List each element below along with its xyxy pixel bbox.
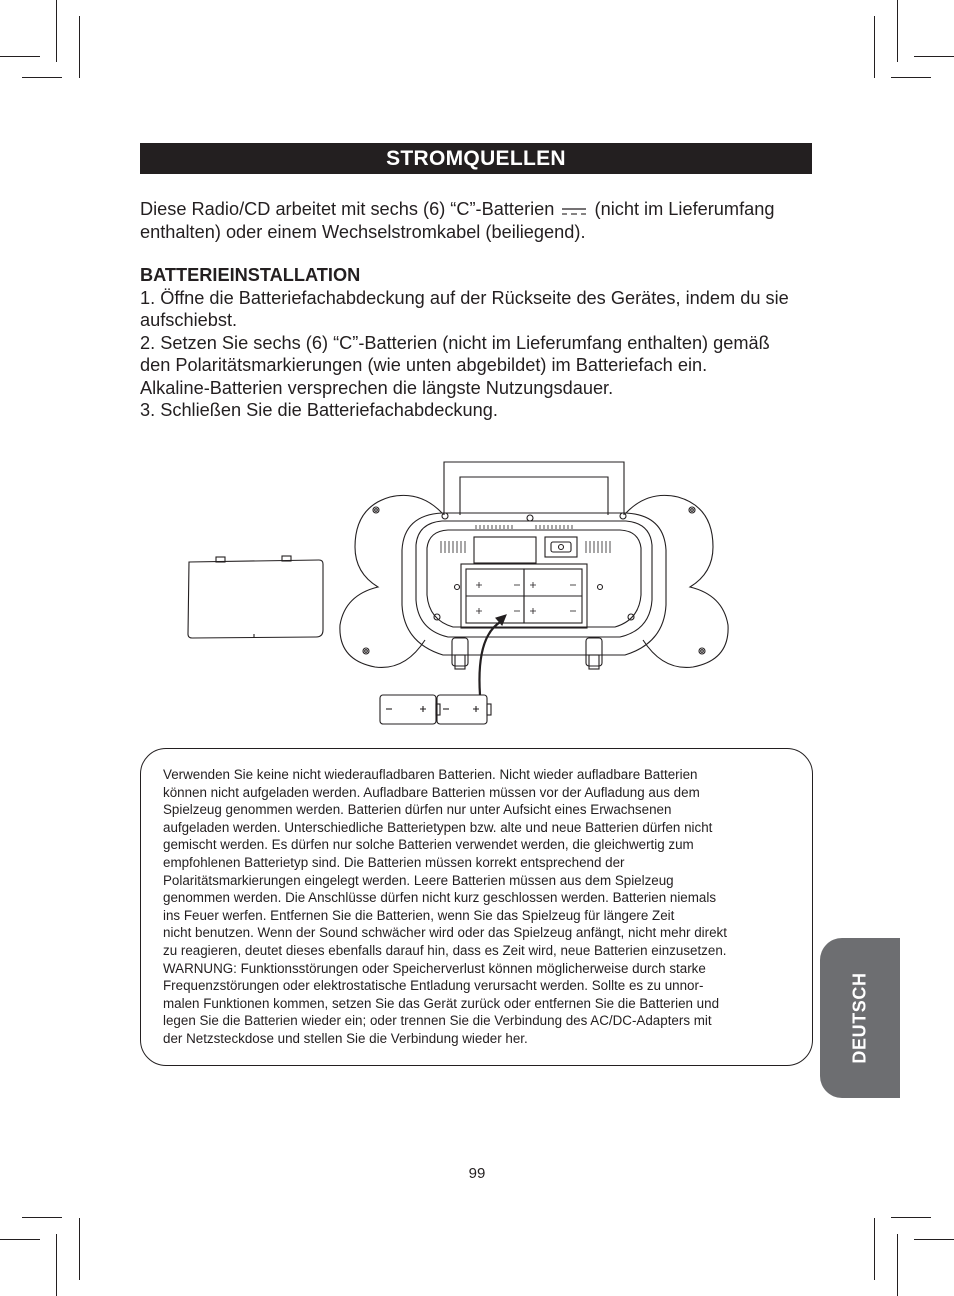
warning-line: der Netzsteckdose und stellen Sie die Verbindung wieder her. xyxy=(163,1030,528,1046)
crop-mark xyxy=(874,16,875,78)
intro-text: enthalten) oder einem Wechselstromkabel (beiliegend). xyxy=(140,222,586,243)
warning-text xyxy=(163,766,795,1048)
crop-mark xyxy=(79,16,80,78)
crop-mark xyxy=(874,1218,875,1280)
warning-line: WARNUNG: Funktionsstörungen oder Speicherverlust können möglicherweise durch starke xyxy=(163,960,706,976)
crop-mark xyxy=(56,0,57,62)
crop-mark xyxy=(897,1234,898,1296)
battery-cover-icon xyxy=(188,556,323,638)
page-number: 99 xyxy=(468,1165,486,1182)
warning-line: malen Funktionen kommen, setzen Sie das Gerät zurück oder entfernen Sie die Batterien und xyxy=(163,995,720,1011)
battery-installation-section xyxy=(140,264,820,422)
warning-line: können nicht aufgeladen werden. Aufladbare Batterien müssen vor der Aufladung aus dem xyxy=(163,784,700,800)
crop-mark xyxy=(891,77,931,78)
page-title: STROMQUELLEN xyxy=(140,143,812,174)
warning-line: genommen werden. Die Anschlüsse dürfen nicht kurz geschlossen werden. Batterien niemals xyxy=(163,890,717,906)
crop-mark xyxy=(22,77,62,78)
warning-line: legen Sie die Batterien wieder ein; oder trennen Sie die Verbindung des AC/DC-Adapters mit xyxy=(163,1013,712,1029)
warning-line: empfohlenen Batterietyp sind. Die Batterien müssen korrekt entsprechend der xyxy=(163,854,625,870)
instruction-line: 1. Öffne die Batteriefachabdeckung auf der Rückseite des Gerätes, indem du sie xyxy=(140,287,789,308)
crop-mark xyxy=(79,1218,80,1280)
warning-line: Frequenzstörungen oder elektrostatische Entladung verursacht werden. Sollte es zu unnor- xyxy=(163,978,704,994)
crop-mark xyxy=(0,1239,40,1240)
warning-line: nicht benutzen. Wenn der Sound schwächer wird oder das Spielzeug anfängt, nicht mehr direkt xyxy=(163,925,727,941)
instruction-line: 2. Setzen Sie sechs (6) “C”-Batterien (nicht im Lieferumfang enthalten) gemäß xyxy=(140,332,770,353)
crop-mark xyxy=(914,56,954,57)
crop-mark xyxy=(56,1234,57,1296)
battery-installation-illustration xyxy=(180,455,740,740)
warning-line: aufgeladen werden. Unterschiedliche Batterietypen bzw. alte und neue Batterien dürfen nicht xyxy=(163,819,713,835)
intro-text: (nicht im Lieferumfang xyxy=(594,199,775,219)
instruction-line: den Polaritätsmarkierungen (wie unten abgebildet) im Batteriefach ein. xyxy=(140,355,708,375)
crop-mark xyxy=(22,1217,62,1218)
warning-line: Polaritätsmarkierungen eingelegt werden. Leere Batterien müssen aus dem Spielzeug xyxy=(163,872,674,888)
warning-line: gemischt werden. Es dürfen nur solche Batterien verwendet werden, die gleichwertig zum xyxy=(163,837,694,853)
warning-line: Verwenden Sie keine nicht wiederaufladbaren Batterien. Nicht wieder aufladbare Batterien xyxy=(163,767,698,782)
crop-mark xyxy=(914,1239,954,1240)
intro-text: Diese Radio/CD arbeitet mit sechs (6) “C”-Batterien xyxy=(140,199,555,219)
instruction-line: aufschiebst. xyxy=(140,310,238,330)
language-tab xyxy=(820,938,900,1098)
instruction-line: 3. Schließen Sie die Batteriefachabdeckung. xyxy=(140,400,498,420)
instruction-line: Alkaline-Batterien versprechen die längste Nutzungsdauer. xyxy=(140,377,614,398)
warning-line: zu reagieren, deutet dieses ebenfalls darauf hin, dass es Zeit wird, neue Batterien einzusetzen. xyxy=(163,942,727,958)
intro-paragraph xyxy=(140,198,820,244)
section-heading: BATTERIEINSTALLATION xyxy=(140,265,361,285)
crop-mark xyxy=(0,56,40,57)
language-tab-label: DEUTSCH xyxy=(849,972,870,1064)
crop-mark xyxy=(897,0,898,62)
c-battery-icon xyxy=(380,695,491,724)
boombox-back-icon xyxy=(340,462,728,669)
crop-mark xyxy=(891,1217,931,1218)
dc-symbol-icon xyxy=(561,199,587,222)
warning-line: Spielzeug genommen werden. Batterien dürfen nur unter Aufsicht eines Erwachsenen xyxy=(163,802,672,818)
warning-line: ins Feuer werfen. Entfernen Sie die Batterien, wenn Sie das Spielzeug für längere Zeit xyxy=(163,907,675,923)
